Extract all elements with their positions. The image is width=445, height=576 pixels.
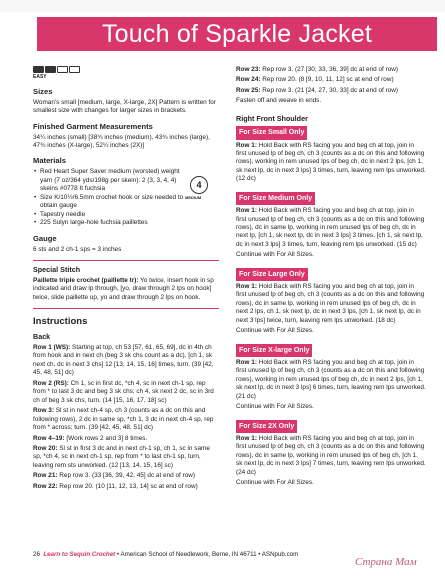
row-label: Row 2 (RS):: [33, 379, 69, 387]
row-label: Row 23:: [236, 66, 261, 73]
pattern-row: [33, 435, 219, 443]
row-text: Hold Back with RS facing you and beg ch at top, join in first unused lp of beg ch, ch 3 (counts as a dc on this and following rows), working in rem unused lps of beg ch, dc in next 2 lps, [ch 1, sk next lp, dc in next 3 lps] 3 times, turn, leaving rem lps unworked. (12 dc): [236, 141, 426, 183]
fasten-off-text: Fasten off and weave in ends.: [236, 97, 322, 105]
continue-text: Continue with For All Sizes.: [236, 403, 314, 411]
size-row: [236, 207, 426, 249]
row-text: Rep row 20. (8 [9, 10, 11, 12] sc at end of row): [260, 76, 394, 84]
page-number: 26: [33, 551, 40, 558]
size-block: [236, 186, 426, 260]
size-block: [236, 125, 426, 184]
size-heading: For Size Medium Only: [236, 192, 315, 205]
special-stitch-heading: Special Stitch: [33, 265, 81, 275]
materials-list: [33, 168, 190, 227]
pattern-row: [33, 407, 219, 432]
sizes-text: Woman's small [medium, large, X-large, 2X] Pattern is written for smallest size with changes for larger sizes in brackets.: [33, 98, 216, 115]
section-divider: [33, 260, 219, 261]
continue-text: Continue with For All Sizes.: [236, 327, 314, 335]
size-heading: For Size Small Only: [236, 126, 307, 139]
pattern-row: [33, 445, 219, 470]
pattern-row: [236, 76, 426, 84]
instructions-heading: Instructions: [33, 315, 88, 327]
pattern-row: [33, 483, 219, 491]
right-front-heading: Right Front Shoulder: [236, 113, 308, 123]
row-label: Row 1:: [236, 434, 257, 442]
right-column: [236, 66, 426, 490]
site-watermark: Страна Мам: [355, 556, 417, 568]
pattern-row: [236, 66, 426, 74]
row-text: Hold Back with RS facing you and beg ch at top, join in first unused lp of beg ch, ch 3 (counts as a dc on this and following rows), dc in same lp, working in rem unused lps of beg ch, [ch 1, sk next lp, dc in next 3 lps] 7 times, turn, leaving rem lps unworked. (24 dc): [236, 434, 426, 476]
row-text: Hold Back with RS facing you and beg ch at top, join in first unused lp of beg ch, ch 3 (counts as a dc on this and following rows), working in rem unused lps of beg ch, dc in next 2 lps, [ch 1, sk next lp, dc in next 3 lps] 6 times, turn, leaving rem lps unworked. (21 dc): [236, 358, 426, 400]
row-text: Rep row 3. (21 [24, 27, 30, 33] dc at end of row): [260, 86, 398, 94]
materials-item: • 225 Sulyn large-hole fuchsia paillettes: [40, 219, 190, 227]
size-heading: For Size 2X Only: [236, 420, 297, 433]
row-text: Rep row 3. (33 [36, 39, 42, 45] dc at end of row): [57, 472, 195, 480]
size-row: [236, 359, 426, 401]
page-title: Touch of Sparkle Jacket: [101, 19, 373, 48]
skill-block-filled: [45, 66, 56, 73]
size-row: [236, 283, 426, 325]
materials-item: • Red Heart Super Saver medium (worsted) weight yarn (7 oz/364 yds/198g per skein): 2 (3, 3, 4, 4) skeins #0778 It fuchsia: [40, 168, 190, 193]
size-row: [236, 142, 426, 184]
size-heading: For Size Large Only: [236, 268, 308, 281]
pattern-row: [33, 472, 219, 480]
row-text: Rep row 20. (10 [11, 12, 13, 14] sc at end of row): [57, 482, 198, 490]
skill-block-empty: [57, 66, 68, 73]
yarn-weight-number: 4: [196, 180, 202, 190]
row-text: Starting at top, ch 53 [57, 61, 65, 69], dc in 4th ch from hook and in next ch (beg 3 sk chs count as a dc), [ch 1, sk next ch, dc in next 3 chs] 12 [13, 14, 15, 16] times, turn. (39 [42, 45, 48, 51] dc): [33, 343, 214, 377]
left-column: [33, 66, 219, 493]
size-block: [236, 338, 426, 412]
title-banner: [37, 17, 437, 51]
row-text: Rep row 3. (27 [30, 33, 36, 39] dc at end of row): [260, 66, 398, 73]
special-stitch-term: Paillette triple crochet (paillette tr):: [33, 276, 139, 284]
row-label: Row 1 (WS):: [33, 343, 71, 351]
yarn-weight-badge: [190, 176, 208, 194]
sizes-heading: Sizes: [33, 86, 53, 96]
skill-block-filled: [33, 66, 44, 73]
row-label: Row 1:: [236, 283, 257, 290]
back-heading: Back: [33, 332, 51, 342]
section-divider: [33, 308, 219, 309]
size-block: [236, 414, 426, 488]
measurements-text: 34¼ inches (small) [38¾ inches (medium), 43¾ inches (large), 47¾ inches (X-large), 52¼ inches (2X)]: [33, 133, 210, 149]
top-band: [0, 0, 445, 12]
skill-level-label: EASY: [33, 74, 47, 80]
row-text: [Work rows 2 and 3] 8 times.: [64, 434, 148, 442]
row-label: Row 20:: [33, 444, 58, 452]
row-label: Row 4–19:: [33, 434, 65, 442]
row-text: Hold Back with RS facing you and beg ch at top, join in first unused lp of beg ch, ch 3 (counts as a dc on this and following rows), dc in same lp, working in rem unused lps of beg ch, dc in next lp, [ch 1, sk next lp, dc in next 3 lps] 3 times, [ch 1, sk next lp, dc in next 3 lps] 3 times, turn, leaving rem lps unworked. (15 dc): [236, 207, 425, 248]
row-label: Row 24:: [236, 76, 261, 84]
gauge-text: 6 sts and 2 ch-1 sps = 3 inches: [33, 245, 122, 253]
row-label: Row 25:: [236, 86, 261, 94]
pattern-row: [236, 87, 426, 95]
size-block: [236, 262, 426, 336]
row-label: Row 22:: [33, 482, 58, 490]
pattern-row: [33, 344, 219, 378]
row-label: Row 21:: [33, 472, 58, 480]
row-text: Ch 1, sc in first dc, *ch 4, sc in next ch-1 sp, rep from * to last 3 dc and beg 3 sk chs; ch 4, sk next 2 dc, sc in 3rd ch of beg 3 sk chs, turn. (14 [15, 16, 17, 18] sc): [33, 379, 214, 404]
row-text: Hold Back with RS facing you and beg ch at top, join in first unused lp of beg ch, ch 3 (counts as a dc on this and following rows), dc in same lp, working in rem unused lps of beg ch, dc in next 2 lps, ch 1, sk next lp, dc in next 3 lps, [ch 1, sk next lp, dc in next 3 lps] twice, turn, leaving rem lps unworked. (18 dc): [236, 283, 425, 324]
publisher-info: • American School of Needlework, Berne, IN 46711 • ASNpub.com: [115, 551, 299, 558]
size-heading: For Size X-large Only: [236, 344, 312, 357]
continue-text: Continue with For All Sizes.: [236, 251, 314, 259]
yarn-weight-label: MEDIUM: [185, 195, 202, 200]
pattern-row: [33, 380, 219, 405]
special-stitch-body: Yo twice, insert hook in sp indicated and draw lp through, [yo, draw through 2 lps on hook] twice, slide paillette up, yo and draw through 2 lps on hook.: [33, 276, 214, 301]
materials-heading: Materials: [33, 156, 66, 166]
row-text: Sl st in next ch-4 sp, ch 3 (counts as a dc on this and following rows), 2 dc in same sp, *ch 1, 3 dc in next ch-4 sp, rep from * across; turn. (39 [42, 45, 48, 51] dc): [33, 407, 214, 432]
size-row: [236, 435, 426, 477]
row-label: Row 3:: [33, 407, 54, 415]
gauge-heading: Gauge: [33, 233, 57, 243]
materials-item: • Size K/10½/6.5mm crochet hook or size needed to obtain gauge: [40, 194, 190, 211]
row-label: Row 1:: [236, 358, 257, 366]
book-title: Learn to Sequin Crochet: [43, 551, 116, 558]
row-text: Sl st in first 3 dc and in next ch-1 sp, ch 1, sc in same sp, *ch 4, sc in next ch-1 sp, rep from * to last ch-1 sp, turn, leaving rem sts unworked. (12 [13, 14, 15, 16] sc): [33, 444, 210, 469]
continue-text: Continue with For All Sizes.: [236, 479, 314, 487]
skill-block-empty: [69, 66, 80, 73]
materials-item: • Tapestry needle: [40, 211, 190, 219]
row-label: Row 1:: [236, 141, 257, 149]
measurements-heading: Finished Garment Measurements: [33, 121, 153, 131]
special-stitch-text: [33, 277, 219, 302]
row-label: Row 1:: [236, 207, 257, 215]
skill-level-indicator: [33, 66, 219, 73]
